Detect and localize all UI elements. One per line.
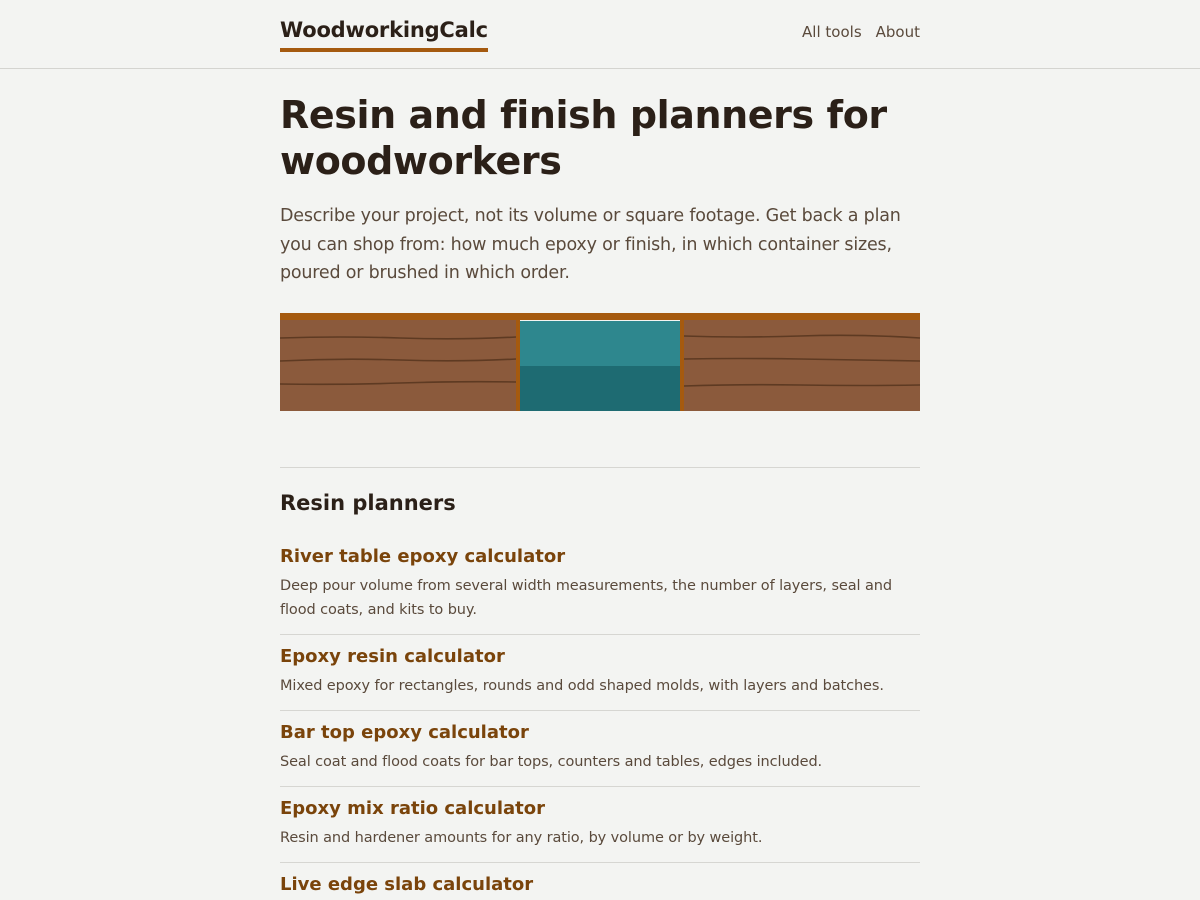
tool-description: Seal coat and flood coats for bar tops, counters and tables, edges included. <box>280 753 823 770</box>
top-edge-strip <box>280 313 920 320</box>
resin-planners-section <box>280 491 920 900</box>
tool-item <box>280 635 920 711</box>
tool-link-epoxy-resin[interactable]: Epoxy resin calculator <box>280 645 505 667</box>
nav-about[interactable]: About <box>875 23 920 41</box>
river-table-illustration <box>280 313 920 411</box>
resin-river-top <box>520 321 680 366</box>
slab-edge-left <box>516 313 520 411</box>
tool-item <box>280 863 920 900</box>
header-inner <box>280 0 920 68</box>
tool-link-river-table[interactable]: River table epoxy calculator <box>280 545 566 567</box>
nav-all-tools[interactable]: All tools <box>802 23 862 41</box>
tool-item <box>280 535 920 635</box>
tool-description: Resin and hardener amounts for any ratio, by volume or by weight. <box>280 829 763 846</box>
tool-list <box>280 535 920 900</box>
page-title: Resin and finish planners for woodworkers <box>280 93 887 183</box>
tool-link-mix-ratio[interactable]: Epoxy mix ratio calculator <box>280 797 546 819</box>
tool-link-live-edge-slab[interactable]: Live edge slab calculator <box>280 873 534 895</box>
tool-item <box>280 787 920 863</box>
top-nav <box>802 23 920 41</box>
slab-edge-right <box>680 313 684 411</box>
wood-grain-line <box>684 384 920 385</box>
section-title: Resin planners <box>280 490 456 515</box>
site-header <box>0 0 1200 69</box>
tool-description: Mixed epoxy for rectangles, rounds and odd shaped molds, with layers and batches. <box>280 677 884 694</box>
section-divider <box>280 467 920 468</box>
tool-item <box>280 711 920 787</box>
main-content <box>280 92 920 900</box>
wood-slab-right <box>682 313 920 411</box>
wood-slab-left <box>280 313 518 411</box>
tool-link-bar-top[interactable]: Bar top epoxy calculator <box>280 721 529 743</box>
hero-lead: Describe your project, not its volume or square footage. Get back a plan you can shop from: how much epoxy or finish, in which container sizes, poured or brushed in which order. <box>280 206 901 283</box>
resin-river-bottom <box>520 366 680 411</box>
tool-description: Deep pour volume from several width measurements, the number of layers, seal and flood coats, and kits to buy. <box>280 577 892 618</box>
site-logo[interactable]: WoodworkingCalc <box>280 18 488 52</box>
